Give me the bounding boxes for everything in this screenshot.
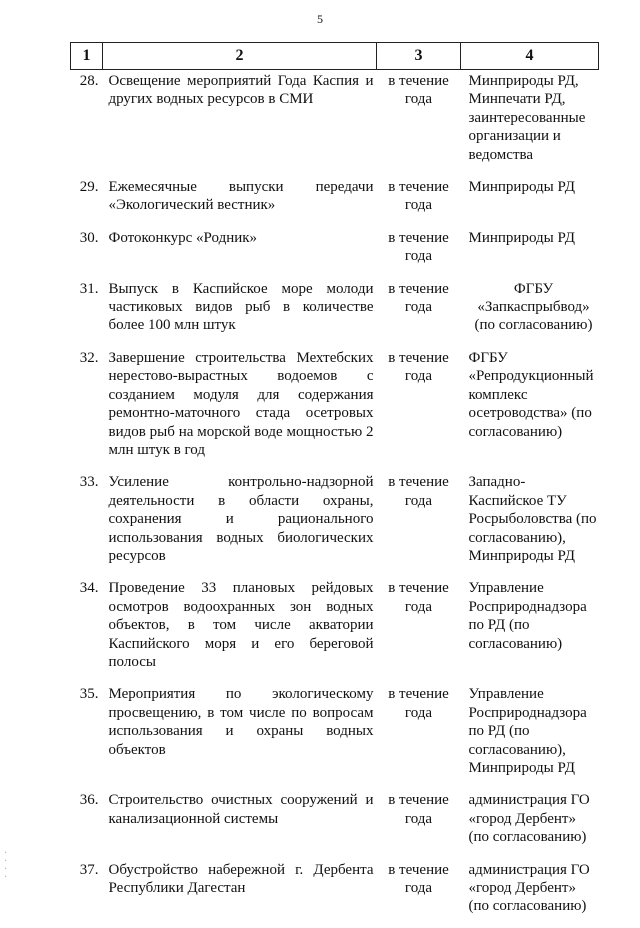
table-row (71, 278, 599, 347)
row-number: 29. (79, 179, 99, 196)
row-term: в течение года (388, 73, 449, 108)
row-number: 37. (79, 861, 99, 878)
row-number: 32. (79, 349, 99, 366)
row-term: в течение года (388, 280, 449, 316)
page-number: 5 (317, 12, 323, 26)
row-number: 35. (79, 686, 99, 703)
row-event: Строительство очистных сооружений и канализационной системы (108, 792, 374, 827)
table-body (71, 70, 599, 928)
table-header-row (71, 43, 599, 70)
header-col-1: 1 (71, 43, 103, 70)
row-event: Фотоконкурс «Родник» (108, 229, 258, 246)
row-number: 28. (79, 73, 99, 89)
row-event: Ежемесячные выпуски передачи «Экологический вестник» (108, 179, 374, 214)
row-term: в течение года (388, 349, 449, 385)
row-term: в течение года (388, 792, 449, 827)
row-number: 36. (79, 792, 99, 809)
table-row (71, 70, 599, 177)
events-table (70, 42, 599, 928)
table-row (71, 227, 599, 278)
row-term: в течение года (388, 229, 449, 265)
table-row (71, 683, 599, 789)
row-responsible: Минприроды РД (468, 179, 575, 196)
row-number: 34. (79, 580, 99, 597)
row-term: в течение года (388, 179, 449, 214)
row-event: Завершение строительства Мехтебских нерестово-вырастных водоемов с созданием модуля для содержания ремонтно-маточного стада осетровых видов рыб на морской воде мощностью 2 млн штук в год (108, 349, 374, 458)
row-event: Мероприятия по экологическому просвещению, в том числе по вопросам использования и охраны водных объектов (108, 686, 374, 758)
row-responsible: администрация ГО «город Дербент» (по согласованию) (468, 792, 590, 846)
row-number: 33. (79, 474, 99, 491)
row-responsible: Минприроды РД, Минпечати РД, заинтересованные организации и ведомства (468, 73, 586, 163)
row-term: в течение года (388, 861, 449, 897)
table-row (71, 859, 599, 928)
row-term: в течение года (388, 686, 449, 721)
table-row (71, 789, 599, 858)
row-responsible: администрация ГО «город Дербент» (по согласованию) (468, 861, 590, 915)
row-event: Выпуск в Каспийское море молоди частиковых видов рыб в количестве более 100 млн штук (108, 280, 374, 334)
row-responsible: Управление Росприроднадзора по РД (по согласованию), Минприроды РД (468, 686, 587, 776)
table-row (71, 577, 599, 683)
row-number: 31. (79, 280, 99, 297)
header-col-3: 3 (377, 43, 461, 70)
header-col-2: 2 (103, 43, 377, 70)
table-row (71, 471, 599, 577)
row-event: Обустройство набережной г. Дербента Республики Дагестан (108, 861, 374, 897)
table-row (71, 347, 599, 471)
row-responsible: Управление Росприроднадзора по РД (по согласованию) (468, 580, 587, 652)
row-responsible: ФГБУ «Запкаспрыбвод» (по согласованию) (474, 280, 593, 334)
row-event: Освещение мероприятий Года Каспия и других водных ресурсов в СМИ (108, 73, 374, 108)
margin-marks: · · · · (4, 848, 8, 883)
row-responsible: ФГБУ «Репродукционный комплекс осетроводства» (по согласованию) (468, 349, 594, 440)
row-event: Проведение 33 плановых рейдовых осмотров водоохранных зон водных объектов, в том числе акватории Каспийского моря и его береговой полосы (108, 580, 374, 670)
row-responsible: Западно-Каспийское ТУ Росрыболовства (по согласованию), Минприроды РД (468, 474, 597, 564)
row-event: Усиление контрольно-надзорной деятельности в области охраны, сохранения и рационального использования водных биологических ресурсов (108, 474, 374, 564)
header-col-4: 4 (461, 43, 599, 70)
row-term: в течение года (388, 474, 449, 509)
row-number: 30. (79, 229, 99, 246)
row-term: в течение года (388, 580, 449, 615)
table-row (71, 176, 599, 227)
row-responsible: Минприроды РД (468, 229, 575, 246)
